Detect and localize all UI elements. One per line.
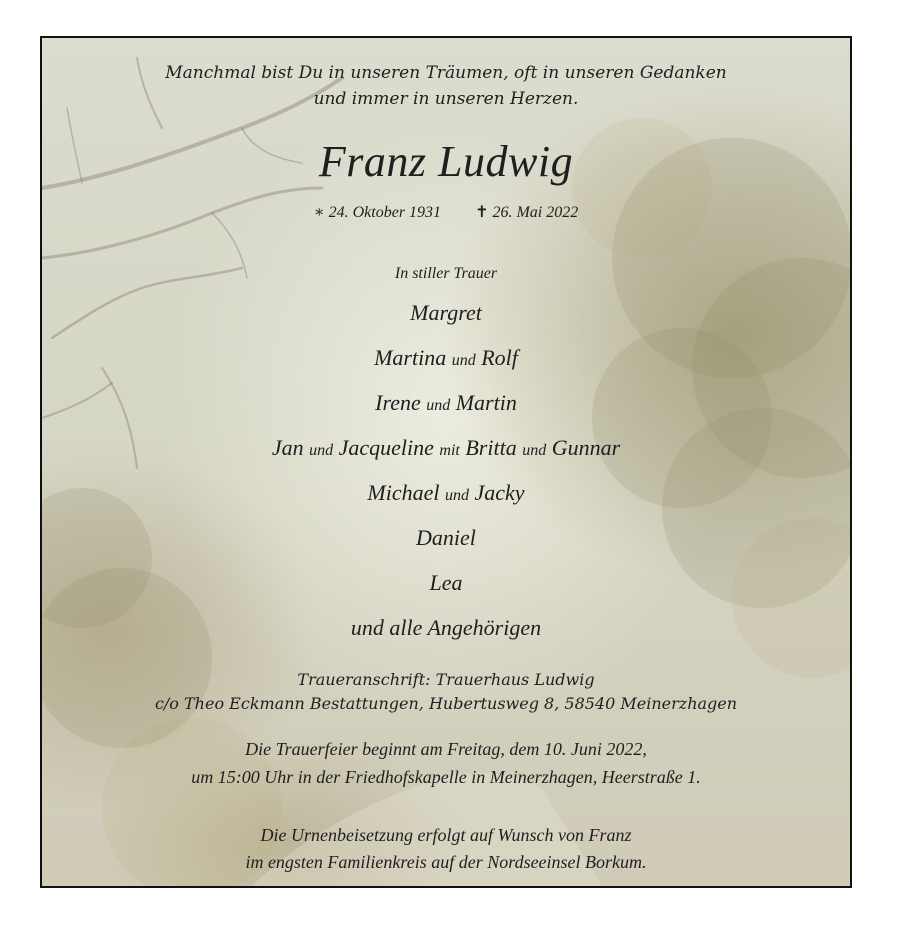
- mourner-michael: Michael: [367, 480, 440, 505]
- mourner-lea: Lea: [429, 570, 463, 595]
- conjunction-mit: mit: [439, 442, 460, 459]
- burial-line-2: im engsten Familienkreis auf der Nordseeinsel Borkum.: [245, 852, 647, 872]
- mourner-line-irene-martin: [42, 390, 850, 416]
- mourner-line-jan-family: [42, 435, 850, 461]
- intro-line-2: und immer in unseren Herzen.: [313, 89, 579, 109]
- mourning-heading: In stiller Trauer: [394, 265, 498, 282]
- obituary-frame: [40, 36, 852, 888]
- mourner-jacqueline: Jacqueline: [338, 435, 434, 460]
- ceremony-line-2: um 15:00 Uhr in der Friedhofskapelle in Meinerzhagen, Heerstraße 1.: [191, 767, 701, 787]
- conjunction-und: und: [522, 442, 547, 459]
- conjunction-und: und: [309, 442, 334, 459]
- cross-icon: ✝: [475, 204, 489, 221]
- mourner-irene: Irene: [375, 390, 421, 415]
- birth-date: 24. Oktober 1931: [328, 204, 442, 221]
- conjunction-und: und: [426, 397, 451, 414]
- life-dates: [42, 202, 850, 222]
- conjunction-und: und: [445, 487, 470, 504]
- birth-star-icon: ∗: [313, 204, 325, 221]
- address-line-2: c/o Theo Eckmann Bestattungen, Hubertusweg 8, 58540 Meinerzhagen: [154, 694, 738, 713]
- mourner-line-michael-jacky: [42, 480, 850, 506]
- mourner-jacky: Jacky: [474, 480, 525, 505]
- mourner-martina: Martina: [374, 345, 447, 370]
- intro-line-1: Manchmal bist Du in unseren Träumen, oft in unseren Gedanken: [165, 63, 727, 83]
- mourner-margret: Margret: [410, 300, 482, 325]
- mourner-martin: Martin: [455, 390, 517, 415]
- death-date: 26. Mai 2022: [492, 204, 579, 221]
- mourner-jan: Jan: [271, 435, 304, 460]
- burial-line-1: Die Urnenbeisetzung erfolgt auf Wunsch von Franz: [260, 825, 632, 845]
- mourner-all-relatives: und alle Angehörigen: [350, 615, 542, 640]
- deceased-name: Franz Ludwig: [318, 137, 574, 186]
- mourner-daniel: Daniel: [416, 525, 476, 550]
- mourner-rolf: Rolf: [481, 345, 518, 370]
- mourner-line-martina-rolf: [42, 345, 850, 371]
- ceremony-line-1: Die Trauerfeier beginnt am Freitag, dem 10. Juni 2022,: [245, 739, 647, 759]
- address-line-1: Traueranschrift: Trauerhaus Ludwig: [297, 670, 595, 689]
- mourner-britta: Britta: [465, 435, 517, 460]
- conjunction-und: und: [451, 352, 476, 369]
- mourner-gunnar: Gunnar: [551, 435, 621, 460]
